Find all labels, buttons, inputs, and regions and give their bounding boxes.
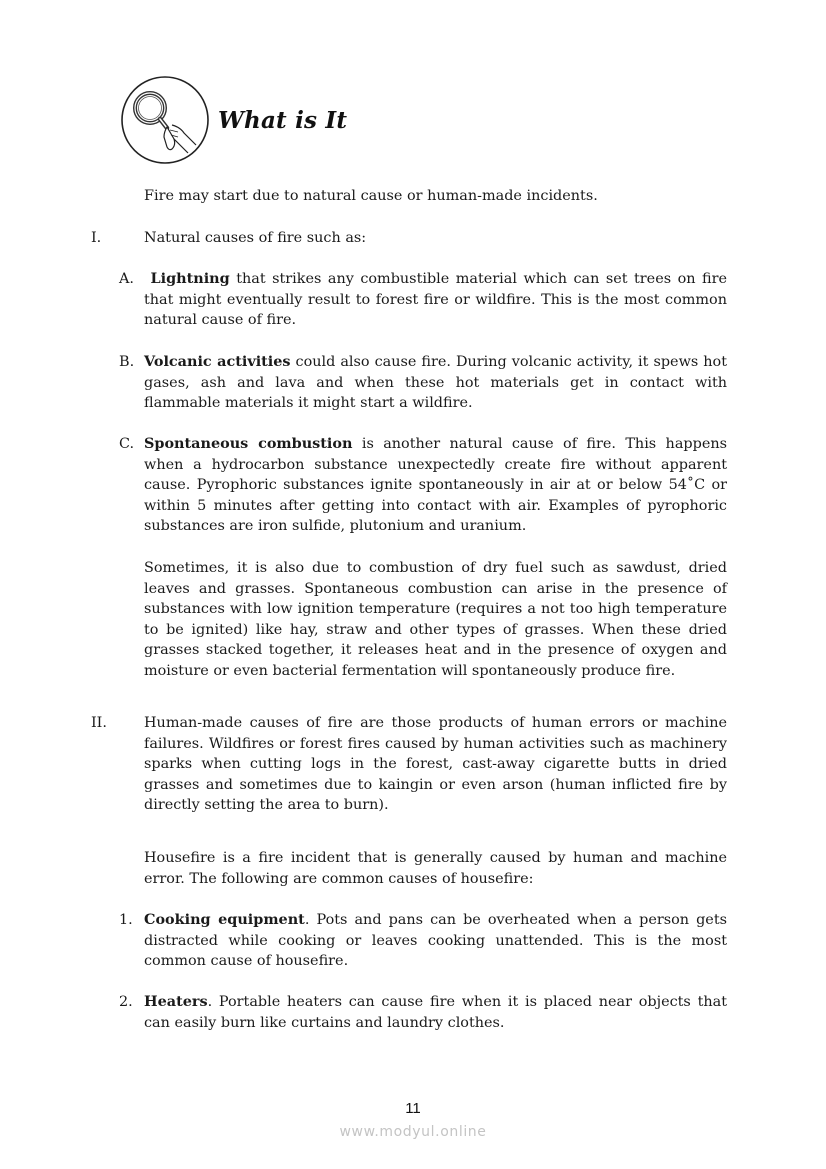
list-item-spontaneous: [144, 434, 727, 537]
section-heading: Human-made causes of fire are those products of human errors or machine failures. Wildfires or forest fires caused by human activities such as machinery sparks when cutting logs in the forest, cast-away cigarette butts in dried grasses and sometimes due to kaingin or even arson (human inflicted fire by directly setting the area to burn).: [144, 715, 727, 814]
followup-paragraph: Sometimes, it is also due to combustion of dry fuel such as sawdust, dried leaves and grasses. Spontaneous combustion can arise in the presence of substances with low ignition temperature (requires a not too high temperature to be ignited) like hay, straw and other types of grasses. When these dried grasses stacked together, it releases heat and in the presence of oxygen and moisture or even bacterial fermentation will spontaneously produce fire.: [144, 560, 727, 679]
page-number: 11: [405, 1100, 421, 1117]
section-heading: Natural causes of fire such as:: [144, 230, 367, 246]
list-marker: 1.: [119, 912, 133, 928]
list-item-text: that strikes any combustible material which can set trees on fire that might eventually result to forest fire or wildfire. This is the most common natural cause of fire.: [144, 271, 728, 329]
list-marker: C.: [119, 436, 135, 452]
section-header: [120, 74, 347, 166]
list-item-text: is another natural cause of fire. This happens when a hydrocarbon substance unexpectedly create fire without apparent cause. Pyrophoric substances ignite spontaneously in air at or below 54˚C or within 5 minutes after getting into contact with air. Examples of pyrophoric substances are iron sulfide, plutonium and uranium.: [144, 436, 727, 535]
list-marker: 2.: [119, 994, 133, 1010]
list-marker: A.: [119, 271, 134, 287]
list-item-volcanic: [144, 352, 727, 414]
list-item-term: Lightning: [150, 270, 230, 287]
list-marker: B.: [119, 354, 135, 370]
section-numeral: I.: [91, 230, 102, 246]
list-item-term: Heaters: [144, 993, 208, 1010]
section-title: What is It: [218, 106, 348, 134]
watermark-link[interactable]: www.modyul.online: [339, 1124, 487, 1140]
intro-paragraph: Fire may start due to natural cause or human-made incidents.: [144, 188, 598, 204]
list-item-text: could also cause fire. During volcanic activity, it spews hot gases, ash and lava and when these hot materials get in contact with flammable materials it might start a wildfire.: [144, 354, 727, 412]
list-item-term: Spontaneous combustion: [144, 435, 353, 452]
list-item-text: . Portable heaters can cause fire when it is placed near objects that can easily burn like curtains and laundry clothes.: [144, 994, 727, 1031]
list-item-term: Cooking equipment: [144, 911, 305, 928]
list-item-heaters: [144, 992, 727, 1033]
magnifying-glass-in-hand-icon: [120, 75, 210, 165]
list-item-lightning: [144, 269, 727, 331]
housefire-paragraph: Housefire is a fire incident that is generally caused by human and machine error. The following are common causes of housefire:: [144, 850, 727, 887]
section-numeral: II.: [91, 715, 107, 731]
list-item-term: Volcanic activities: [144, 353, 291, 370]
list-item-text: . Pots and pans can be overheated when a person gets distracted while cooking or leaves cooking unattended. This is the most common cause of housefire.: [144, 912, 727, 970]
list-item-cooking: [144, 910, 727, 972]
